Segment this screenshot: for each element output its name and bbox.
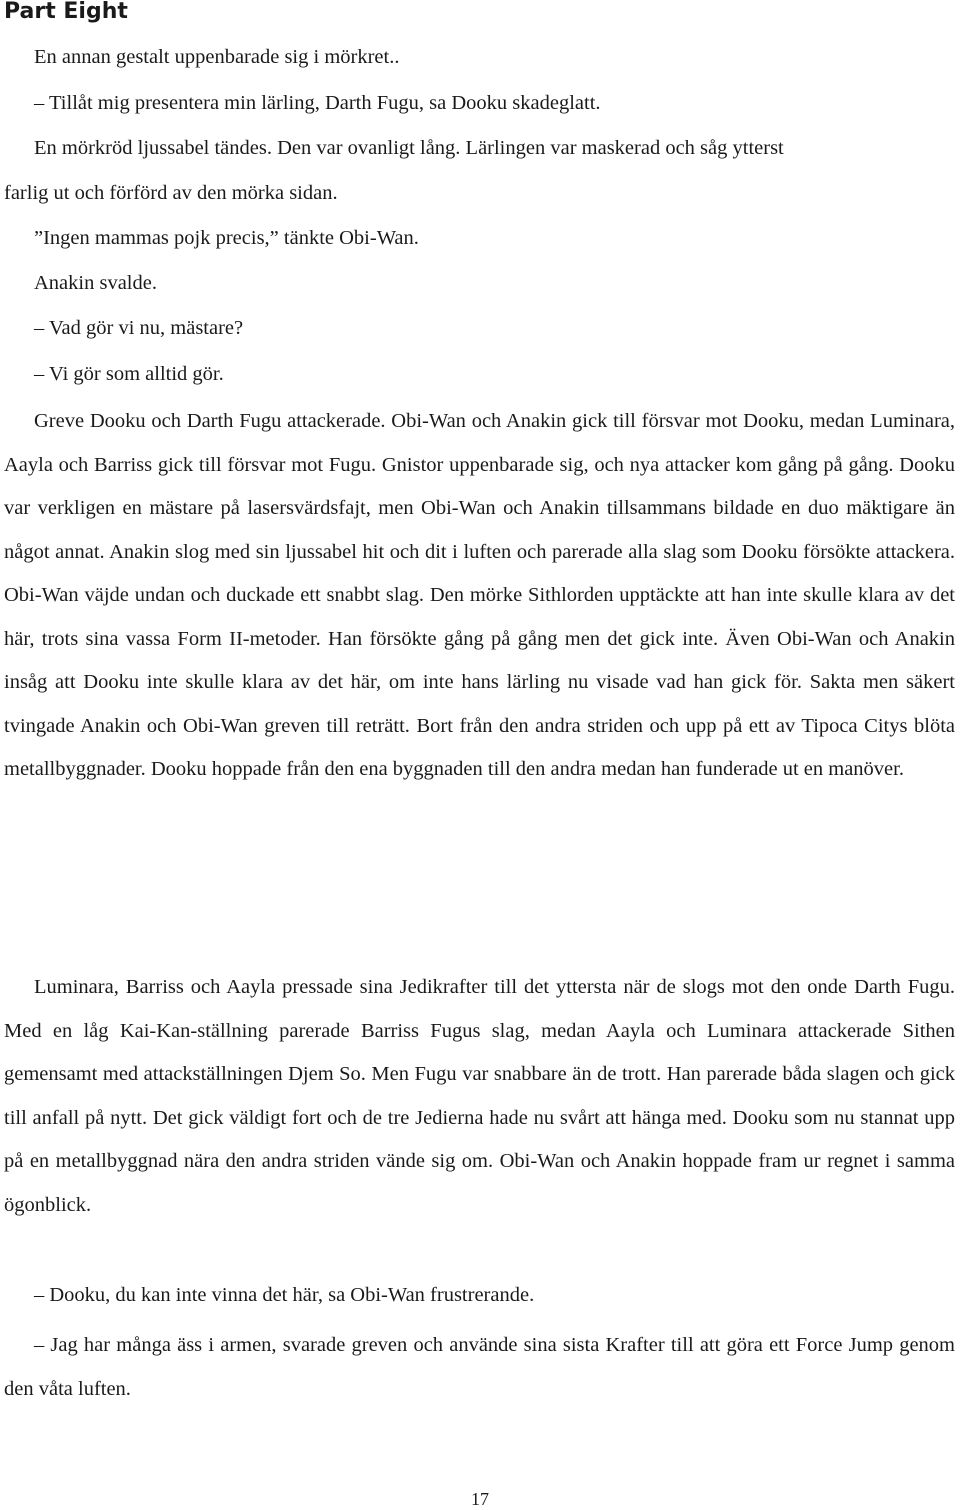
dialogue-paragraph: – Jag har många äss i armen, svarade greven och använde sina sista Krafter till att göra ett Force Jump genom den våta luften.	[4, 1334, 955, 1400]
text-line: En mörkröd ljussabel tändes. Den var ovanligt lång. Lärlingen var maskerad och såg ytterst	[34, 137, 784, 159]
text-line: Anakin svalde.	[34, 272, 157, 294]
dialogue-line: – Vi gör som alltid gör.	[34, 363, 224, 385]
dialogue-line: – Tillåt mig presentera min lärling, Darth Fugu, sa Dooku skadeglatt.	[34, 92, 601, 114]
text-line: farlig ut och förförd av den mörka sidan.	[4, 182, 338, 204]
dialogue-line: – Dooku, du kan inte vinna det här, sa Obi-Wan frustrerande.	[34, 1284, 535, 1306]
dialogue-line: – Vad gör vi nu, mästare?	[34, 317, 244, 339]
section-heading: Part Eight	[4, 0, 128, 24]
text-line: En annan gestalt uppenbarade sig i mörkret..	[34, 46, 400, 68]
paragraph-battle-dooku: Greve Dooku och Darth Fugu attackerade. Obi-Wan och Anakin gick till försvar mot Dooku, medan Luminara, Aayla och Barriss gick till försvar mot Fugu. Gnistor uppenbarade sig, och nya attacker kom gång på gång. Dooku var verkligen en mästare på lasersvärdsfajt, men Obi-Wan och Anakin tillsammans bildade en duo mäktigare än något annat. Anakin slog med sin ljussabel hit och dit i luften och parerade alla slag som Dooku försökte attackera. Obi-Wan väjde undan och duckade ett snabbt slag. Den mörke Sithlorden upptäckte att han inte skulle klara av det här, trots sina vassa Form II-metoder. Han försökte gång på gång men det gick inte. Även Obi-Wan och Anakin insåg att Dooku inte skulle klara av det här, om inte hans lärling nu visade vad han gick för. Sakta men säkert tvingade Anakin och Obi-Wan greven till reträtt. Bort från den andra striden och upp på ett av Tipoca Citys blöta metallbyggnader. Dooku hoppade från den ena byggnaden till den andra medan han funderade ut en manöver.	[4, 410, 955, 780]
paragraph-battle-fugu: Luminara, Barriss och Aayla pressade sina Jedikrafter till det yttersta när de slogs mot den onde Darth Fugu. Med en låg Kai-Kan-ställning parerade Barriss Fugus slag, medan Aayla och Luminara attackerade Sithen gemensamt med attackställningen Djem So. Men Fugu var snabbare än de trott. Han parerade båda slagen och gick till anfall på nytt. Det gick väldigt fort och de tre Jedierna hade nu svårt att hänga med. Dooku som nu stannat upp på en metallbyggnad nära den andra striden vände sig om. Obi-Wan och Anakin hoppade fram ur regnet i samma ögonblick.	[4, 976, 955, 1216]
thought-line: ”Ingen mammas pojk precis,” tänkte Obi-Wan.	[34, 227, 419, 249]
page-number: 17	[471, 1489, 489, 1509]
